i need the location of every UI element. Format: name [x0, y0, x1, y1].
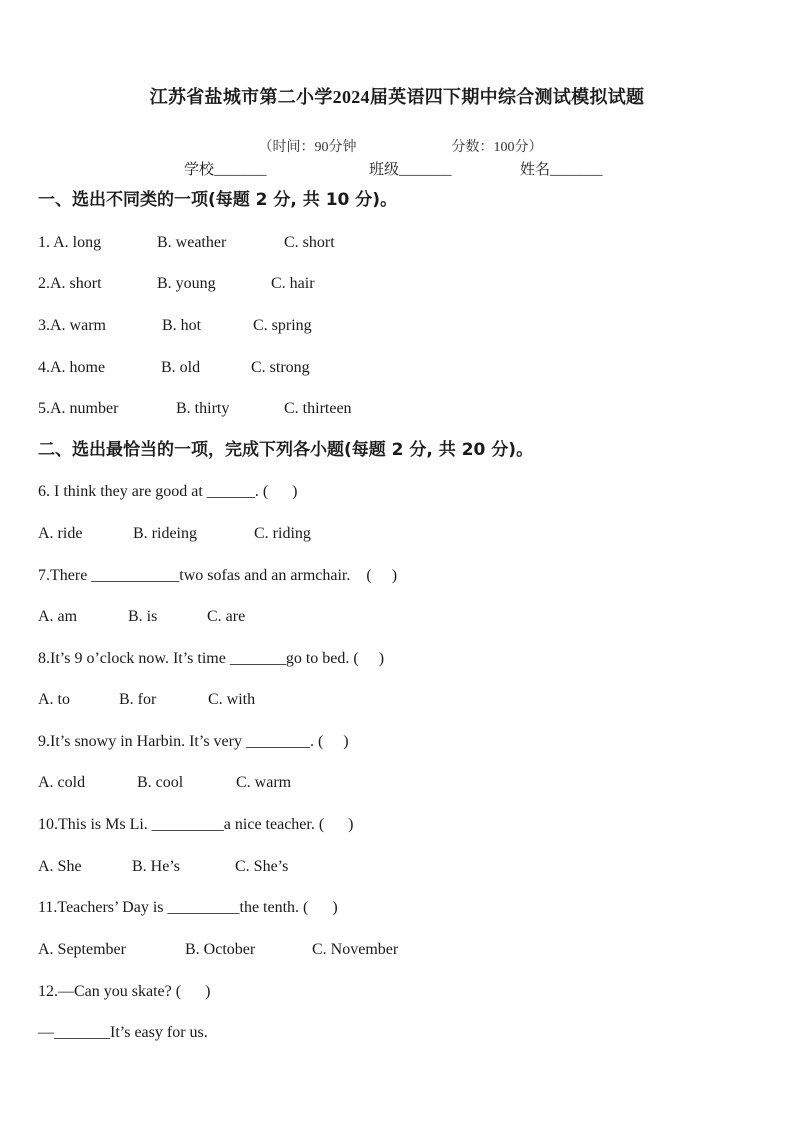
q4-option-b: B. old	[161, 359, 201, 376]
q12-stem: 12.—Can you skate? ( )	[38, 983, 211, 1000]
section2-heading: 二、选出最恰当的一项，完成下列各小题(每题 2 分, 共 20 分)。	[38, 440, 534, 460]
q11-option-b: B. October	[185, 941, 256, 958]
q10-option-a: A. She	[38, 858, 82, 875]
q1-option-c: C. short	[284, 234, 335, 251]
q1-option-b: B. weather	[157, 234, 227, 251]
q4-option-c: C. strong	[251, 359, 310, 376]
q11-stem: 11.Teachers’ Day is _________the tenth. ( )	[38, 899, 338, 916]
q8-option-a: A. to	[38, 691, 70, 708]
q6-stem: 6. I think they are good at ______. ( )	[38, 483, 298, 500]
q10-stem: 10.This is Ms Li. _________a nice teacher. ( )	[38, 816, 354, 833]
q5-option-a: 5.A. number	[38, 400, 119, 417]
q11-option-c: C. November	[312, 941, 399, 958]
q2-option-c: C. hair	[271, 275, 315, 292]
score-label: 分数：100分）	[451, 140, 543, 155]
q6-option-c: C. riding	[254, 525, 311, 542]
q1-option-a: 1. A. long	[38, 234, 102, 251]
q2-option-b: B. young	[157, 275, 216, 292]
q8-option-c: C. with	[208, 691, 256, 708]
q10-option-b: B. He’s	[132, 858, 180, 875]
q9-option-b: B. cool	[137, 774, 184, 791]
exam-title: 江苏省盐城市第二小学2024届英语四下期中综合测试模拟试题	[149, 87, 645, 107]
q5-option-b: B. thirty	[176, 400, 230, 417]
q2-option-a: 2.A. short	[38, 275, 102, 292]
q7-option-c: C. are	[207, 608, 246, 625]
q3-option-b: B. hot	[162, 317, 202, 334]
q7-option-a: A. am	[38, 608, 78, 625]
q7-option-b: B. is	[128, 608, 158, 625]
q4-option-a: 4.A. home	[38, 359, 106, 376]
q3-option-c: C. spring	[253, 317, 312, 334]
q7-stem: 7.There ___________two sofas and an armchair. ( )	[38, 567, 398, 584]
q5-option-c: C. thirteen	[284, 400, 352, 417]
q10-option-c: C. She’s	[235, 858, 289, 875]
q3-option-a: 3.A. warm	[38, 317, 106, 334]
q12-reply: —_______It’s easy for us.	[38, 1024, 208, 1041]
time-label: （时间：90分钟	[258, 140, 357, 155]
q6-option-a: A. ride	[38, 525, 83, 542]
class-field: 班级_______	[369, 162, 452, 178]
q9-option-a: A. cold	[38, 774, 86, 791]
name-field: 姓名_______	[520, 162, 603, 178]
q11-option-a: A. September	[38, 941, 126, 958]
exam-meta	[0, 118, 794, 158]
section1-heading: 一、选出不同类的一项(每题 2 分, 共 10 分)。	[38, 190, 398, 210]
q6-option-b: B. rideing	[133, 525, 197, 542]
school-field: 学校_______	[184, 162, 267, 178]
q8-option-b: B. for	[119, 691, 157, 708]
q9-option-c: C. warm	[236, 774, 292, 791]
q8-stem: 8.It’s 9 o’clock now. It’s time _______go to bed. ( )	[38, 650, 385, 667]
q9-stem: 9.It’s snowy in Harbin. It’s very ________. ( )	[38, 733, 349, 750]
